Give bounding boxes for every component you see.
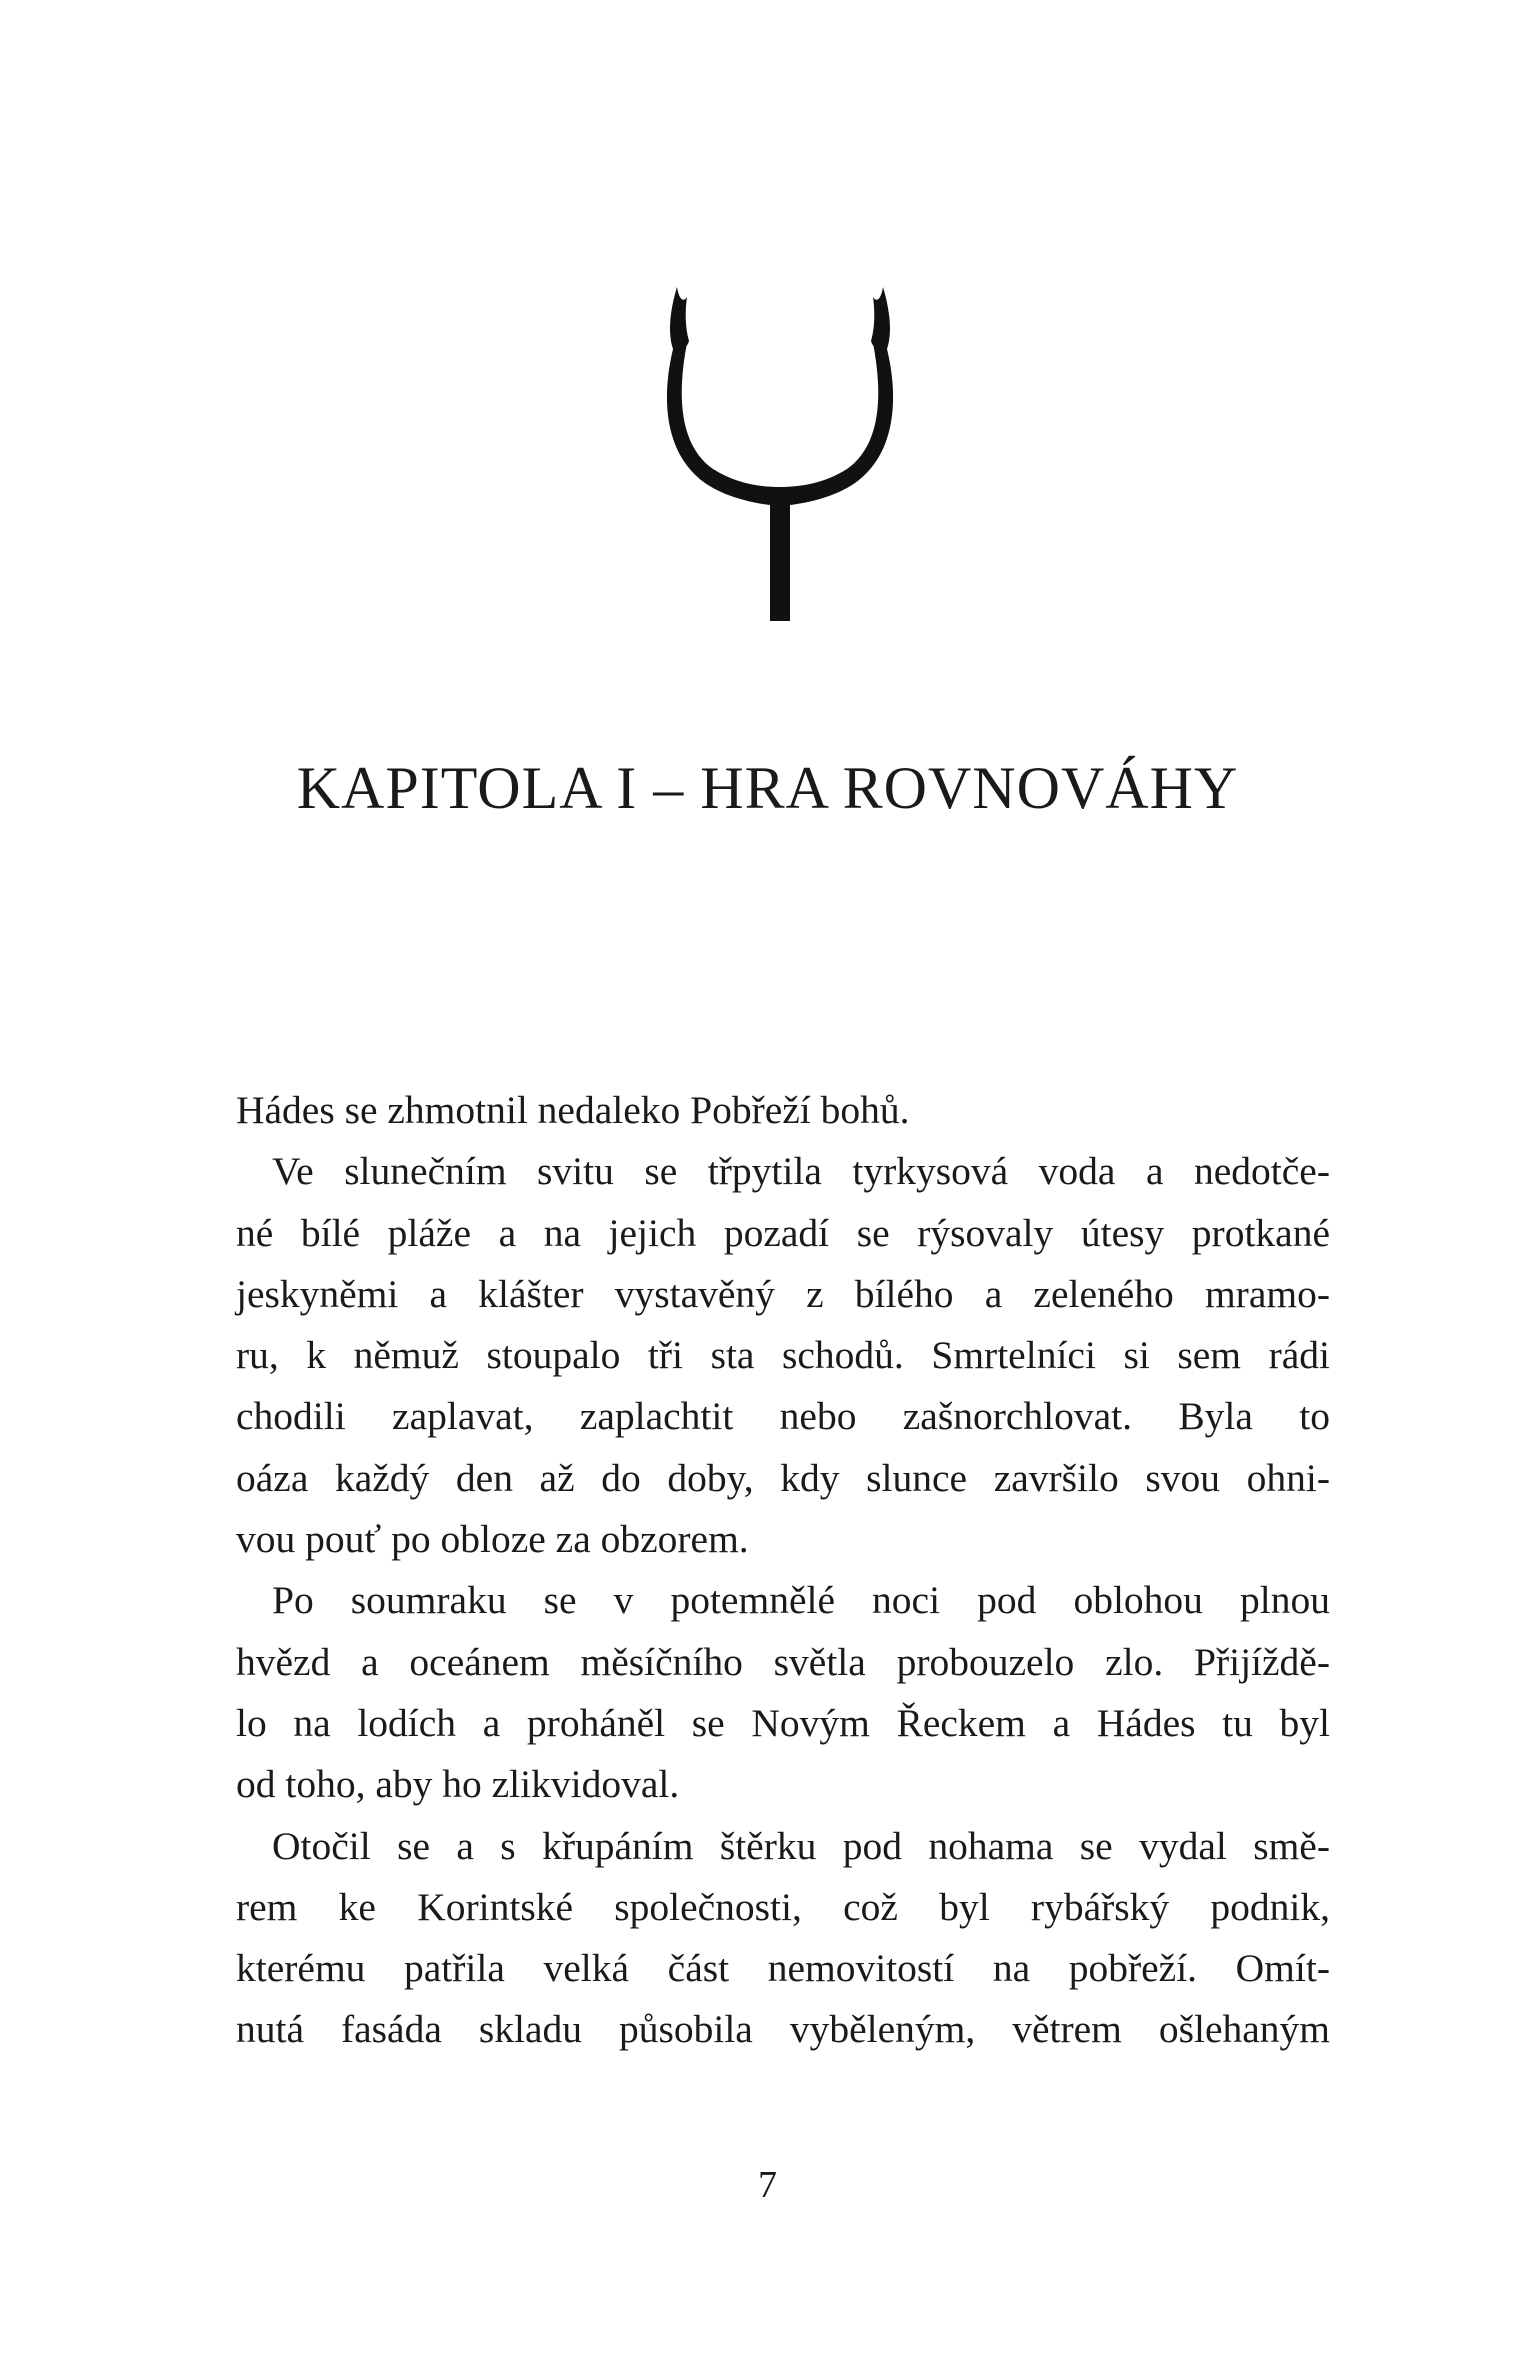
text-line: ru, k němuž stoupalo tři sta schodů. Smrtelníci si sem rádi <box>236 1333 1330 1378</box>
text-line: oáza každý den až do doby, kdy slunce završilo svou ohni- <box>236 1455 1330 1500</box>
text-line: kterému patřila velká část nemovitostí na pobřeží. Omít- <box>236 1946 1330 1991</box>
body-text <box>236 1080 1330 2061</box>
text-line: jeskyněmi a klášter vystavěný z bílého a zeleného mramo- <box>236 1271 1330 1316</box>
trident-icon <box>665 285 895 635</box>
text-line: chodili zaplavat, zaplachtit nebo zašnorchlovat. Byla to <box>236 1394 1330 1439</box>
text-line: né bílé pláže a na jejich pozadí se rýsovaly útesy protkané <box>236 1210 1330 1255</box>
text-line: vou pouť po obloze za obzorem. <box>236 1517 749 1562</box>
text-line: od toho, aby ho zlikvidoval. <box>236 1762 680 1807</box>
chapter-title: KAPITOLA I – HRA ROVNOVÁHY <box>296 755 1239 821</box>
text-line: hvězd a oceánem měsíčního světla probouzelo zlo. Přijíždě- <box>236 1639 1330 1684</box>
text-line: lo na lodích a proháněl se Novým Řeckem a Hádes tu byl <box>236 1700 1330 1745</box>
text-line: Ve slunečním svitu se třpytila tyrkysová voda a nedotče- <box>272 1149 1330 1194</box>
page-number: 7 <box>758 2164 777 2206</box>
text-line: Hádes se zhmotnil nedaleko Pobřeží bohů. <box>236 1088 910 1132</box>
text-line: nutá fasáda skladu působila vyběleným, větrem ošlehaným <box>236 2007 1330 2052</box>
text-line: Otočil se a s křupáním štěrku pod nohama se vydal smě- <box>272 1823 1330 1868</box>
text-line: rem ke Korintské společnosti, což byl rybářský podnik, <box>236 1884 1330 1929</box>
text-line: Po soumraku se v potemnělé noci pod oblohou plnou <box>272 1578 1330 1623</box>
